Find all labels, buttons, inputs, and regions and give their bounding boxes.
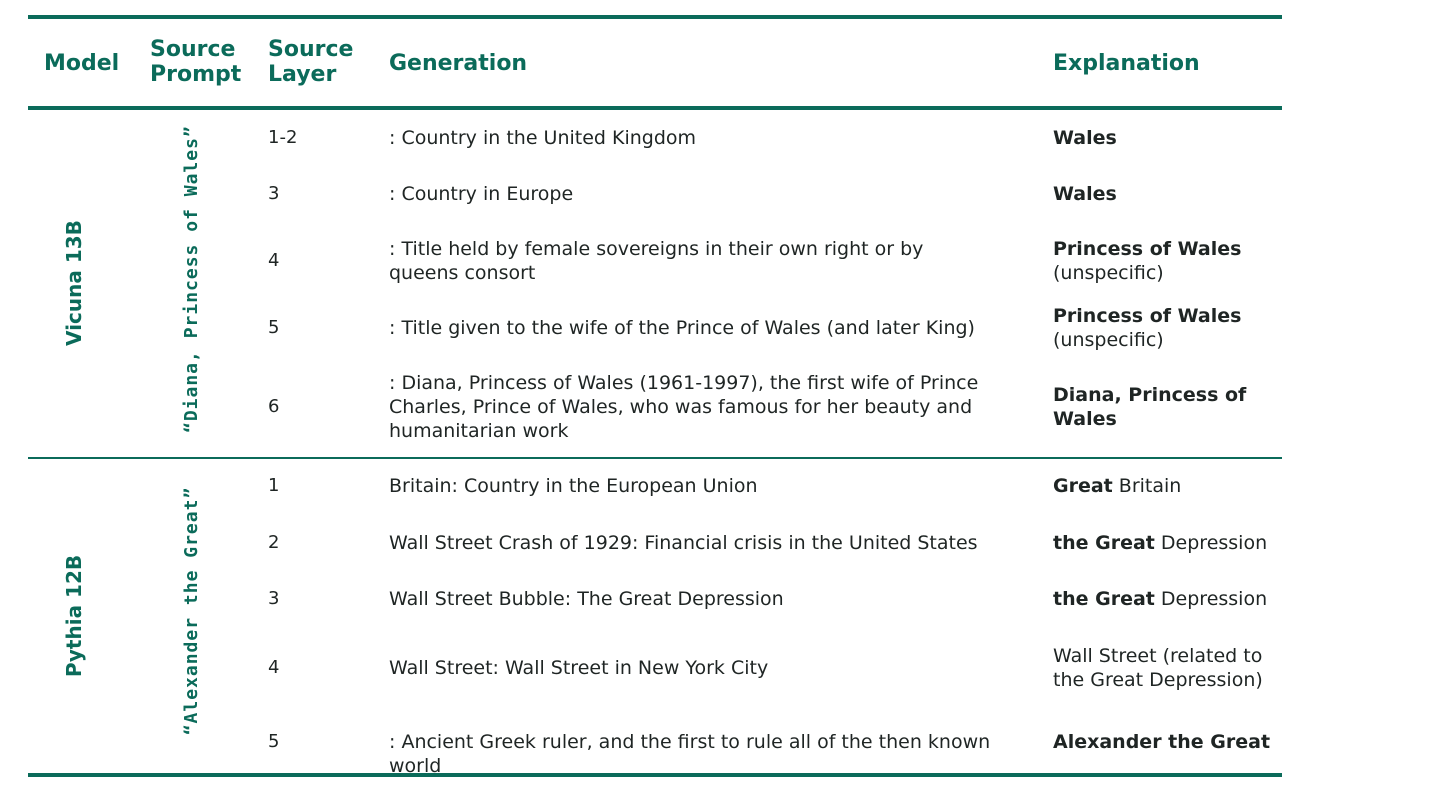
- explanation-bold: the Great: [1053, 532, 1155, 554]
- explanation-bold: Alexander the Great: [1053, 731, 1271, 753]
- layer-cell: 3: [268, 588, 280, 609]
- layer-cell: 6: [268, 396, 280, 417]
- model-label-vicuna: Vicuna 13B: [62, 220, 86, 346]
- prompt-label-alexander: “Alexander the Great”: [181, 486, 202, 736]
- generation-cell: Wall Street Bubble: The Great Depression: [389, 588, 784, 610]
- header-source-layer-line1: Source: [268, 37, 354, 62]
- explanation-rest: (unspecific): [1053, 329, 1164, 351]
- explanation-bold: Princess of Wales: [1053, 305, 1242, 327]
- generation-cell: Wall Street: Wall Street in New York City: [389, 657, 769, 679]
- explanation-cell: [1053, 644, 1268, 692]
- header-rule: [28, 106, 1282, 110]
- header-model: Model: [44, 51, 120, 76]
- explanation-cell: [1053, 730, 1283, 754]
- explanation-cell: [1053, 587, 1283, 611]
- explanation-cell: [1053, 182, 1283, 206]
- layer-cell: 4: [268, 657, 280, 678]
- top-rule: [28, 15, 1282, 19]
- header-source-layer-line2: Layer: [268, 62, 337, 87]
- header-source-prompt: [150, 37, 241, 87]
- layer-cell: 5: [268, 317, 280, 338]
- explanation-bold: Princess of Wales: [1053, 238, 1242, 260]
- group-divider: [28, 457, 1282, 459]
- explanation-bold: the Great: [1053, 588, 1155, 610]
- layer-cell: 4: [268, 250, 280, 271]
- generation-cell: Britain: Country in the European Union: [389, 475, 758, 497]
- generation-cell: : Title given to the wife of the Prince of Wales (and later King): [389, 317, 975, 339]
- header-explanation: Explanation: [1053, 51, 1200, 76]
- header-generation: Generation: [389, 51, 528, 76]
- explanation-rest: (unspecific): [1053, 262, 1164, 284]
- explanation-rest: Britain: [1112, 475, 1182, 497]
- generation-cell: : Diana, Princess of Wales (1961-1997), the first wife of Prince Charles, Prince of Wales, who was famous for her beauty and humanitarian work: [389, 372, 979, 442]
- explanation-rest: Depression: [1154, 532, 1268, 554]
- explanation-bold: Wales: [1053, 127, 1117, 149]
- explanation-rest: Depression: [1154, 588, 1268, 610]
- generation-cell: : Ancient Greek ruler, and the first to rule all of the then known world: [389, 731, 991, 777]
- generation-cell: : Country in Europe: [389, 183, 574, 205]
- explanation-cell: [1053, 474, 1283, 498]
- layer-cell: 5: [268, 731, 280, 752]
- explanation-cell: [1053, 383, 1253, 431]
- explanation-bold: Great: [1053, 475, 1113, 497]
- generation-cell: : Title held by female sovereigns in their own right or by queens consort: [389, 238, 924, 284]
- explanation-cell: [1053, 126, 1283, 150]
- layer-cell: 1: [268, 475, 280, 496]
- header-source-prompt-line1: Source: [150, 37, 236, 62]
- explanation-cell: [1053, 304, 1283, 352]
- generation-cell: : Country in the United Kingdom: [389, 127, 697, 149]
- explanation-bold: Wales: [1053, 183, 1117, 205]
- model-label-pythia: Pythia 12B: [62, 554, 86, 678]
- generation-cell: Wall Street Crash of 1929: Financial crisis in the United States: [389, 532, 978, 554]
- layer-cell: 3: [268, 183, 280, 204]
- explanation-cell: [1053, 237, 1283, 285]
- layer-cell: 1-2: [268, 127, 298, 148]
- prompt-label-diana: “Diana, Princess of Wales”: [181, 125, 202, 433]
- explanation-bold: Diana, Princess of Wales: [1053, 384, 1247, 430]
- header-source-prompt-line2: Prompt: [150, 62, 242, 87]
- explanation-rest: Wall Street (related to the Great Depression): [1053, 645, 1263, 691]
- explanation-cell: [1053, 531, 1283, 555]
- layer-cell: 2: [268, 532, 280, 553]
- header-source-layer: [268, 37, 353, 87]
